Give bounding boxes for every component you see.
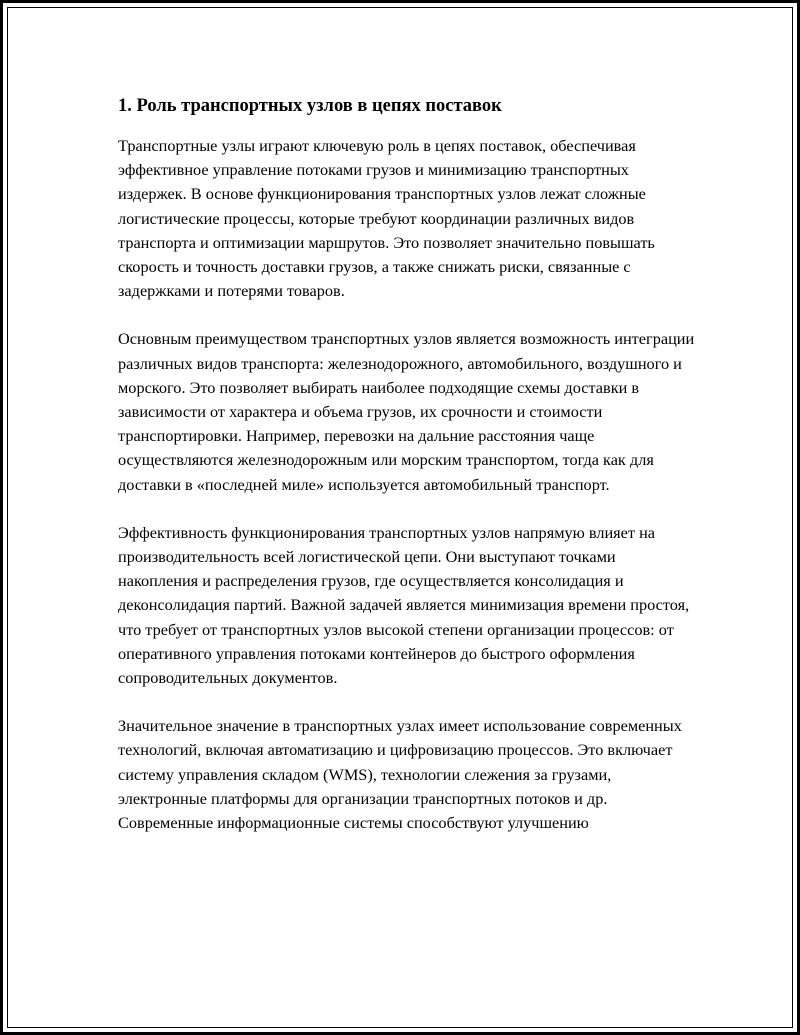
document-body [118,92,698,859]
paragraph-3: Эффективность функционирования транспортных узлов напрямую влияет на производительность всей логистической цепи. Они выступают точками накопления и распределения грузов, где осуществляется консолидация и деконсолидация партий. Важной задачей является минимизация времени простоя, что требует от транспортных узлов высокой степени организации процессов: от оперативного управления потоками контейнеров до быстрого оформления сопроводительных документов. [118,522,690,688]
paragraph-4: Значительное значение в транспортных узлах имеет использование современных технологий, включая автоматизацию и цифровизацию процессов. Это включает систему управления складом (WMS), технологии слежения за грузами, электронные платформы для организации транспортных потоков и др. Современные информационные системы способствуют улучшению [118,716,682,833]
paragraph-2: Основным преимуществом транспортных узлов является возможность интеграции различных видов транспорта: железнодорожного, автомобильного, воздушного и морского. Это позволяет выбирать наиболее подходящие схемы доставки в зависимости от характера и объема грузов, их срочности и стоимости транспортировки. Например, перевозки на дальние расстояния чаще осуществляются железнодорожным или морским транспортом, тогда как для доставки в «последней миле» используется автомобильный транспорт. [118,329,695,494]
paragraph-1: Транспортные узлы играют ключевую роль в цепях поставок, обеспечивая эффективное управление потоками грузов и минимизацию транспортных издержек. В основе функционирования транспортных узлов лежат сложные логистические процессы, которые требуют координации различных видов транспорта и оптимизации маршрутов. Это позволяет значительно повышать скорость и точность доставки грузов, а также снижать риски, связанные с задержками и потерями товаров. [118,136,655,301]
section-heading: 1. Роль транспортных узлов в цепях поставок [118,96,502,116]
